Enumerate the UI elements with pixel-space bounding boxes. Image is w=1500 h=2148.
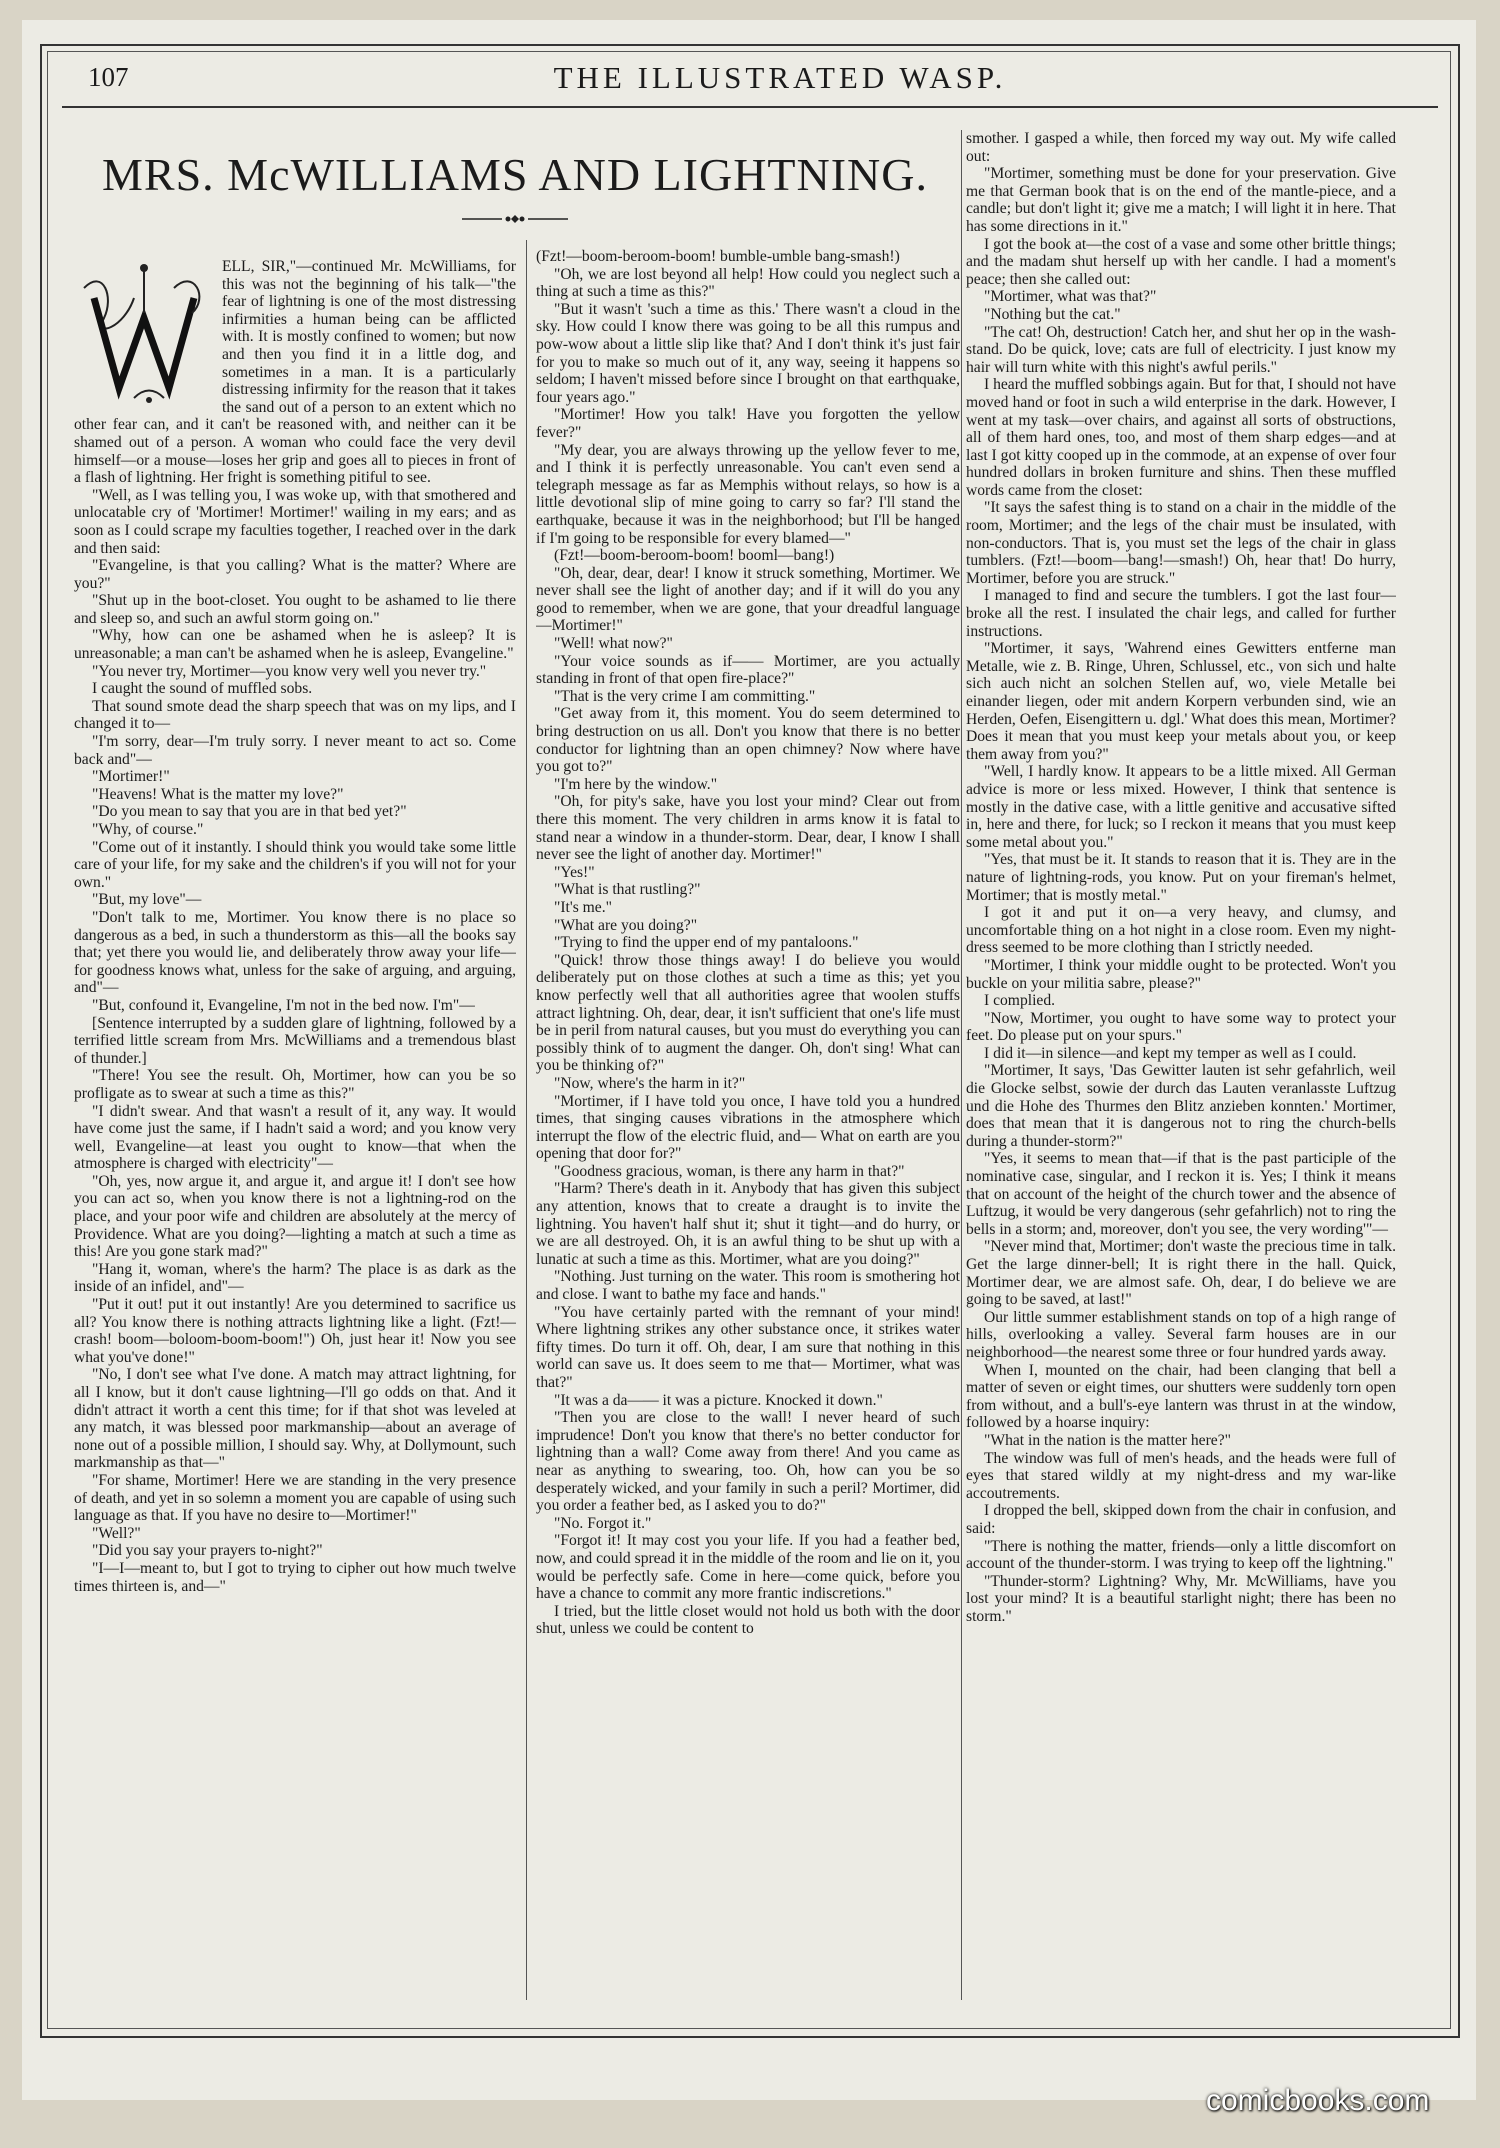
paragraph: I managed to find and secure the tumblers. I got the last four—broke all the rest. I insulated the chair legs, and called for further instructions. — [966, 587, 1396, 640]
paragraph: "Get away from it, this moment. You do seem determined to bring destruction on us all. Don't you know that there is no better conductor for lightning than an open chimney? Now where have you got to?" — [536, 705, 960, 776]
paragraph: "You have certainly parted with the remnant of your mind! Where lightning strikes any other substance once, it strikes water fifty times. Do turn it off. Oh, dear, I am sure that nothing in this world can save us. It does seem to me that— Mortimer, what was that?" — [536, 1303, 960, 1391]
paragraph: "Thunder-storm? Lightning? Why, Mr. McWilliams, have you lost your mind? It is a beautiful starlight night; there has been no storm." — [966, 1572, 1396, 1625]
paragraph: "It's me." — [554, 898, 612, 916]
paragraph: "Put it out! put it out instantly! Are you determined to sacrifice us all? You know there is nothing attracts lightning like a light. (Fzt!—crash! boom—boloom-boom-boom!") Oh, just hear it! Now you see what you've done!" — [74, 1296, 516, 1366]
paragraph: "Nothing. Just turning on the water. This room is smothering hot and close. I want to bathe my face and hands." — [536, 1268, 960, 1304]
paragraph: "Mortimer, what was that?" — [984, 288, 1157, 306]
column-rule-1 — [526, 240, 527, 2000]
paragraph: "But, my love"— — [92, 891, 202, 909]
paragraph: "Forgot it! It may cost you your life. If you had a feather bed, now, and could spread it in the middle of the room and lie on it, you would be perfectly safe. Come in here—come quick, before you have a chance to commit any more frantic indiscretions." — [536, 1532, 960, 1603]
paragraph: "Mortimer! How you talk! Have you forgotten the yellow fever?" — [536, 406, 960, 441]
paragraph: I did it—in silence—and kept my temper as well as I could. — [984, 1044, 1357, 1062]
masthead: THE ILLUSTRATED WASP. — [553, 60, 1007, 95]
paragraph: "Don't talk to me, Mortimer. You know there is no place so dangerous as a bed, in such a thunderstorm as this—all the books say that; yet there you would lie, and deliberately throw away your life—for goodness knows what, unless for the sake of arguing, and arguing, and"— — [74, 908, 516, 997]
paragraph: The window was full of men's heads, and the heads were full of eyes that stared wildly at my night-dress and my war-like accoutrements. — [966, 1449, 1396, 1502]
paragraph: "Oh, yes, now argue it, and argue it, and argue it! I don't see how you can act so, when you know there is not a lightning-rod on the place, and your poor wife and children are absolutely at the mercy of Providence. What are you doing?—lighting a match at such a time as this! Are you gone stark mad?" — [74, 1172, 516, 1261]
paragraph: "Oh, dear, dear, dear! I know it struck something, Mortimer. We never shall see the light of another day; and if it will do you any good to remember, when we are gone, that your dreadful language—Mortimer!" — [536, 564, 960, 635]
paragraph: "But it wasn't 'such a time as this.' There wasn't a cloud in the sky. How could I know there was going to be all this rumpus and pow-wow about a little slip like that? And I don't think it's just fair for you to make so much out of it, any way, seeing it happens so seldom; I haven't missed before since I brought on that earthquake, four years ago." — [536, 300, 960, 406]
watermark-logo: comicbooks.com — [1206, 2084, 1430, 2117]
paragraph: (Fzt!—boom-beroom-boom! bumble-umble bang-smash!) — [536, 248, 900, 265]
paragraph: "My dear, you are always throwing up the yellow fever to me, and I think it is perfectly unreasonable. You can't even send a telegraph message as far as Memphis without relays, so how is a little devotional slip of mine going to carry so far? I'll stand the earthquake, because it was in the neighborhood; but I'll be hanged if I'm going to be responsible for every blamed—" — [536, 441, 960, 547]
paragraph: ELL, SIR,"—continued Mr. McWilliams, for this was not the beginning of his talk—"the fear of lightning is one of the most distressing infirmities a human being can be afflicted with. It is mostly confined to women; but now and then you find it in a little dog, and sometimes in a man. It is a particularly distressing infirmity for the reason that it takes the sand out of a person to an extent which no other fear can, and it can't be reasoned with, and neither can it be shamed out of a person. A woman who could face the very devil himself—or a mouse—loses her grip and goes all to pieces in front of a flash of lightning. Her fright is something pitiful to see. — [74, 258, 516, 487]
paragraph: I dropped the bell, skipped down from the chair in confusion, and said: — [966, 1502, 1396, 1537]
paragraph: "Shut up in the boot-closet. You ought to be ashamed to lie there and sleep so, and such an awful storm going on." — [74, 592, 516, 627]
paragraph: "Mortimer, It says, 'Das Gewitter lauten ist sehr gefahrlich, weil die Glocke selbst, sowie der durch das Lauten veranlasste Luftzug und die Hohe des Thurmes den Blitz anzieben konnten.' Mortimer, does that mean that it is dangerous not to ring the church-bells during a thunder-storm?" — [966, 1062, 1396, 1150]
paragraph: "No, I don't see what I've done. A match may attract lightning, for all I know, but it don't cause lightning—I'll go odds on that. And it didn't attract it worth a cent this time; for if that shot was leveled at any match, it was blessed poor markmanship—about an average of none out of a possible million, I should say. Why, at Dollymount, such markmanship as that—" — [74, 1366, 516, 1472]
paragraph: "That is the very crime I am committing." — [554, 687, 816, 705]
paragraph: "Come out of it instantly. I should think you would take some little care of your life, for my sake and the children's if you will not for your own." — [74, 838, 516, 891]
article-title: MRS. McWILLIAMS AND LIGHTNING. — [102, 149, 928, 200]
paragraph: I got it and put it on—a very heavy, and clumsy, and uncomfortable thing on a hot night in a close room. Even my night-dress seemed to be more clothing than I strictly needed. — [966, 904, 1396, 957]
paragraph: "What are you doing?" — [554, 916, 698, 934]
paragraph: "Nothing but the cat." — [984, 305, 1121, 323]
paragraph: "What is that rustling?" — [554, 881, 701, 899]
paragraph: "Goodness gracious, woman, is there any harm in that?" — [554, 1162, 905, 1180]
paragraph: "Well! what now?" — [554, 635, 673, 653]
page-number: 107 — [88, 62, 129, 92]
paragraph: "Quick! throw those things away! I do believe you would deliberately put on those clothes at such a time as this; yet you know perfectly well that all authorities agree that woolen stuffs attract lightning. Oh, dear, dear, it isn't sufficient that one's life must be in peril from natural causes, but you must do everything you can possibly think of to augment the danger. Oh, don't sing! What can you be thinking of?" — [536, 951, 960, 1075]
paragraph: "There! You see the result. Oh, Mortimer, how can you be so profligate as to swear at such a time as this?" — [74, 1067, 516, 1102]
paragraph: "Then you are close to the wall! I never heard of such imprudence! Don't you know that there's no better conductor for lightning than a wall? Come away from there! And you came as near as anything to swearing, too. Oh, how can you be so desperately wicked, and your family in such a peril? Mortimer, did you order a feather bed, as I asked you to do?" — [536, 1409, 960, 1515]
paragraph: "What in the nation is the matter here?" — [984, 1431, 1231, 1449]
paragraph: "Now, where's the harm in it?" — [554, 1074, 746, 1092]
paragraph: "There is nothing the matter, friends—only a little discomfort on account of the thunder-storm. I was trying to keep off the lightning." — [966, 1537, 1396, 1573]
paragraph: "For shame, Mortimer! Here we are standing in the very presence of death, and yet in so solemn a moment you are capable of using such language as that. If you have no desire to—Mortimer!" — [74, 1471, 516, 1525]
paragraph: "Mortimer, I think your middle ought to be protected. Won't you buckle on your militia sabre, please?" — [966, 956, 1396, 992]
paragraph: "Mortimer, if I have told you once, I have told you a hundred times, that singing causes vibrations in the atmosphere which interrupt the flow of the electric fluid, and— What on earth are you opening that door for?" — [536, 1092, 960, 1163]
paragraph: "But, confound it, Evangeline, I'm not in the bed now. I'm"— — [92, 996, 475, 1014]
paragraph: "Evangeline, is that you calling? What is the matter? Where are you?" — [74, 557, 516, 592]
paragraph: I got the book at—the cost of a vase and some other brittle things; and the madam shut herself up with her candle. I had a moment's peace; then she called out: — [966, 235, 1396, 288]
paragraph: "Hang it, woman, where's the harm? The place is as dark as the inside of an infidel, and"— — [74, 1260, 516, 1296]
paragraph: "Well?" — [92, 1524, 141, 1542]
paragraph: "Yes, it seems to mean that—if that is the past participle of the nominative case, singular, and I reckon it is. Yes; I think it means that on account of the height of the church tower and the absence of Luftzug, it would be very dangerous (sehr gefahrlich) not to ring the bells in a storm; and, moreover, don't you see, the very wording'"— — [966, 1150, 1396, 1238]
article-column-3 — [966, 130, 1396, 2000]
paragraph: "Never mind that, Mortimer; don't waste the precious time in talk. Get the large dinner-bell; It is right there in the hall. Quick, Mortimer dear, we are almost safe. Oh, dear, I do believe we are going to be saved, at last!" — [966, 1238, 1396, 1309]
paragraph: I heard the muffled sobbings again. But for that, I should not have moved hand or foot in such a wild enterprise in the dark. However, I went at my task—over chairs, and against all sorts of obstructions, all of them hard ones, too, and most of them sharp edges—and at last I got kitty cooped up in the commode, at an expense of over four hundred dollars in broken furniture and shins. Then these muffled words came from the closet: — [966, 376, 1396, 499]
paragraph: "Why, how can one be ashamed when he is asleep? It is unreasonable; a man can't be ashamed when he is asleep, Evangeline." — [74, 627, 516, 663]
paragraph: "Well, as I was telling you, I was woke up, with that smothered and unlocatable cry of 'Mortimer! Mortimer!' wailing in my ears; and as soon as I could scrape my faculties together, I reached over in the dark and then said: — [74, 486, 516, 557]
paragraph: [Sentence interrupted by a sudden glare of lightning, followed by a terrified little scream from Mrs. McWilliams and a tremendous blast of thunder.] — [74, 1014, 516, 1067]
paragraph: "The cat! Oh, destruction! Catch her, and shut her op in the wash-stand. Do be quick, love; cats are full of electricity. I just know my hair will turn white with this night's awful perils." — [966, 323, 1396, 376]
paragraph: "Yes!" — [554, 863, 595, 881]
paragraph: "Do you mean to say that you are in that bed yet?" — [92, 803, 407, 821]
paragraph: I tried, but the little closet would not hold us both with the door shut, unless we could be content to — [536, 1602, 960, 1638]
dropcap-w-ornament — [74, 258, 214, 408]
paragraph: "I—I—meant to, but I got to trying to cipher out how much twelve times thirteen is, and—" — [74, 1559, 516, 1595]
paragraph: "I didn't swear. And that wasn't a result of it, any way. It would have come just the same, if I hadn't said a word; and you know very well, Evangeline—at least you ought to know—that when the atmosphere is charged with electricity"— — [74, 1102, 516, 1173]
paragraph: "Mortimer, it says, 'Wahrend eines Gewitters entferne man Metalle, wie z. B. Ringe, Uhren, Schlussel, etc., von sich und halte sich auch nicht an solchen Stellen auf, wo, viele Metalle bei einander liegen, oder mit andern Korpern verbunden sind, wie an Herden, Oefen, Eisengittern u. dgl.' What does this mean, Mortimer? Does it mean that you must keep your metals about you, or keep them away from you?" — [966, 640, 1396, 763]
column-rule-2 — [961, 130, 962, 2000]
paragraph: "Mortimer!" — [92, 768, 170, 786]
paragraph: smother. I gasped a while, then forced my way out. My wife called out: — [966, 130, 1396, 165]
article-column-1 — [74, 258, 516, 1998]
paragraph: (Fzt!—boom-beroom-boom! booml—bang!) — [554, 547, 835, 565]
paragraph: "Why, of course." — [92, 821, 204, 838]
paragraph: "I'm sorry, dear—I'm truly sorry. I never meant to act so. Come back and"— — [74, 733, 516, 768]
title-ornament — [462, 214, 568, 224]
paragraph: "Did you say your prayers to-night?" — [92, 1542, 323, 1560]
paragraph: Our little summer establishment stands on top of a high range of hills, overlooking a valley. Several farm houses are in our neighborhood—the nearest some three or four hundred yards away. — [966, 1308, 1396, 1361]
paragraph: "Heavens! What is the matter my love?" — [92, 785, 344, 803]
paragraph: "It says the safest thing is to stand on a chair in the middle of the room, Mortimer; and the legs of the chair must be insulated, with non-conductors. That is, you must set the legs of the chair in glass tumblers. (Fzt!—boom—bang!—smash!) Oh, hear that! Do hurry, Mortimer, before you are struck." — [966, 499, 1396, 587]
paragraph: "Oh, for pity's sake, have you lost your mind? Clear out from there this moment. The very children in arms know it is fatal to stand near a window in a thunder-storm. Dear, dear, I know I shall never see the light of another day. Mortimer!" — [536, 793, 960, 864]
paragraph: I caught the sound of muffled sobs. — [92, 680, 313, 698]
paragraph: I complied. — [984, 992, 1056, 1010]
paragraph: "Mortimer, something must be done for your preservation. Give me that German book that is on the end of the mantle-piece, and a candle; but don't light it; give me a match; I will light it in here. That has some directions in it." — [966, 165, 1396, 235]
paragraph: "Yes, that must be it. It stands to reason that it is. They are in the nature of lightning-rods, you know. Put on your fireman's helmet, Mortimer; that is mostly metal." — [966, 851, 1396, 904]
paragraph: "Now, Mortimer, you ought to have some way to protect your feet. Do please put on your spurs." — [966, 1009, 1396, 1045]
header-rule — [62, 106, 1438, 108]
paragraph: "Oh, we are lost beyond all help! How could you neglect such a thing at such a time as this?" — [536, 265, 960, 301]
paragraph: "You never try, Mortimer—you know very well you never try." — [92, 662, 487, 680]
paragraph: "Your voice sounds as if—— Mortimer, are you actually standing in front of that open fire-place?" — [536, 652, 960, 688]
paragraph: That sound smote dead the sharp speech that was on my lips, and I changed it to— — [74, 697, 516, 733]
paragraph: "Well, I hardly know. It appears to be a little mixed. All German advice is more or less mixed. However, I think that sentence is mostly in the dative case, with a little genitive and accusative sifted in, here and there, for luck; so I reckon it means that you must keep some metal about you." — [966, 763, 1396, 851]
paragraph: "It was a da—— it was a picture. Knocked it down." — [554, 1391, 883, 1409]
paragraph: "Harm? There's death in it. Anybody that has given this subject any attention, knows that to create a draught is to invite the lightning. You haven't half shut it; shut it tight—and do hurry, or we are all destroyed. Oh, it is an awful thing to be shut up with a lunatic at such a time as this. Mortimer, what are you doing?" — [536, 1180, 960, 1268]
paragraph: "No. Forgot it." — [554, 1514, 652, 1532]
article-column-2 — [536, 248, 960, 2000]
paragraph: "I'm here by the window." — [554, 775, 718, 793]
paragraph: "Trying to find the upper end of my pantaloons." — [554, 934, 859, 952]
paragraph: When I, mounted on the chair, had been clanging that bell a matter of seven or eight times, our shutters were suddenly torn open from without, and a bull's-eye lantern was thrust in at the window, followed by a hoarse inquiry: — [966, 1361, 1396, 1432]
